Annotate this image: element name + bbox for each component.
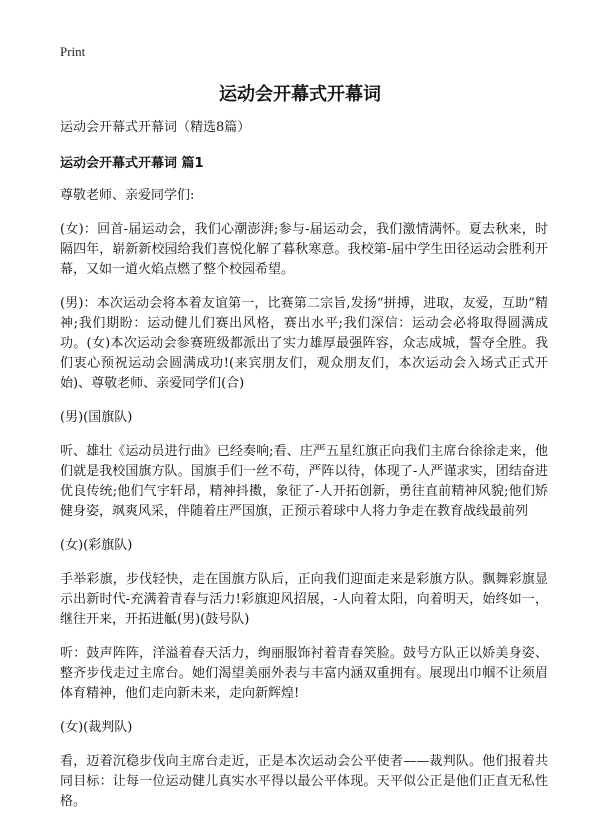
paragraph-referee-team: 看，迈着沉稳步伐向主席台走近，正是本次运动会公平使者——裁判队。他们报着共同目标：让每一位运动健儿真实水平得以最公平体现。天平似公正是他们正直无私性格。 bbox=[60, 754, 548, 809]
label-color-flag-team: (女)(彩旗队) bbox=[60, 538, 133, 553]
document-subtitle: 运动会开幕式开幕词（精选8篇） bbox=[60, 120, 251, 135]
paragraph-opening-female: (女)：回首-届运动会，我们心潮澎湃;参与-届运动会，我们激情满怀。夏去秋来，时隔四年，崭新新校园给我们喜悦化解了暮秋寒意。我校第-届中学生田径运动会胜利开幕，又如一道火焰点燃了整个校园希望。 bbox=[60, 222, 548, 277]
label-flag-team: (男)(国旗队) bbox=[60, 410, 133, 425]
paragraph-opening-male: (男)：本次运动会将本着友谊第一，比赛第二宗旨,发扬“拼搏，进取，友爱，互助”精神;我们期盼：运动健儿们赛出风格，赛出水平;我们深信：运动会必将取得圆满成功。(女)本次运动会参赛班级都派出了实力雄厚最强阵容，众志成城，誓夺全胜。我们衷心预祝运动会圆满成功!(来宾朋友们，观众朋友们，本次运动会入场式正式开始)、尊敬老师、亲爱同学们(合) bbox=[60, 296, 548, 391]
document-title: 运动会开幕式开幕词 bbox=[219, 84, 381, 105]
label-referee-team: (女)(裁判队) bbox=[60, 720, 133, 735]
paragraph-flag-team: 听、雄壮《运动员进行曲》已经奏响;看、庄严五星红旗正向我们主席台徐徐走来，他们就是我校国旗方队。国旗手们一丝不苟，严阵以待，体现了-人严谨求实，团结奋进优良传统;他们气宇轩昂，精神抖擞，象征了-人开拓创新，勇往直前精神风貌;他们矫健身姿，飒爽风采，伴随着庄严国旗，正预示着球中人将力争走在教育战线最前列 bbox=[60, 444, 548, 519]
document-body bbox=[60, 118, 548, 826]
section-heading: 运动会开幕式开幕词 篇1 bbox=[60, 156, 204, 171]
paragraph-drum-team: 听：鼓声阵阵，洋溢着春天活力，绚丽服饰衬着青春笑脸。鼓号方队正以娇美身姿、整齐步伐走过主席台。她们渴望美丽外表与丰富内涵双重拥有。展现出巾帼不让须眉体育精神，他们走向新未来，走向新辉煌! bbox=[60, 646, 548, 701]
paragraph-color-flag-team: 手举彩旗，步伐轻快，走在国旗方队后，正向我们迎面走来是彩旗方队。飘舞彩旗显示出新时代-充满着青春与活力!彩旗迎风招展，-人向着太阳，向着明天，始终如一，继往开来，开拓进觝(男)(鼓号队) bbox=[60, 572, 548, 627]
greeting: 尊敬老师、亲爱同学们: bbox=[60, 188, 195, 203]
print-label[interactable]: Print bbox=[60, 44, 86, 59]
